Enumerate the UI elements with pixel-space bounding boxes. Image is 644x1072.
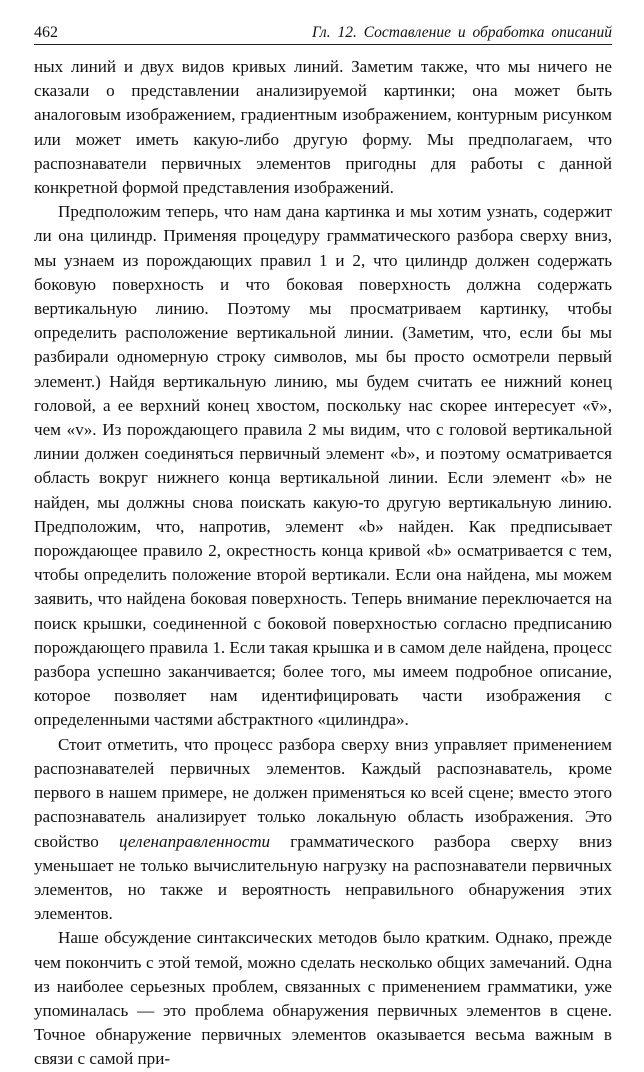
page-header xyxy=(34,22,612,45)
paragraph-2: Предположим теперь, что нам дана картинка и мы хотим узнать, содержит ли она цилиндр. Применяя процедуру грамматического разбора сверху вниз, мы узнаем из порождающих правил 1 и 2, что цилиндр должен содержать боковую поверхность и что боковая поверхность должна содержать вертикальную линию. Поэтому мы просматриваем картинку, чтобы определить расположение вертикальной линии. (Заметим, что, если бы мы разбирали одномерную строку символов, мы бы просто осмотрели первый элемент.) Найдя вертикальную линию, мы будем считать ее нижний конец головой, а ее верхний конец хвостом, поскольку нас скорее интересует «v̄», чем «v». Из порождающего правила 2 мы видим, что с головой вертикальной линии должен соединяться первичный элемент «b», и поэтому осматривается область вокруг нижнего конца вертикальной линии. Если элемент «b» не найден, мы должны снова поискать какую-то другую вертикальную линию. Предположим, что, напротив, элемент «b» найден. Как предписывает порождающее правило 2, окрестность конца кривой «b» осматривается с тем, чтобы определить положение второй вертикали. Если она найдена, мы можем заявить, что найдена боковая поверхность. Теперь внимание переключается на поиск крышки, соединенной с боковой поверхностью согласно предписанию порождающего правила 1. Если такая крышка и в самом деле найдена, процесс разбора успешно заканчивается; более того, мы имеем подробное описание, которое позволяет нам идентифицировать части изображения с определенными частями абстрактного «цилиндра». xyxy=(34,202,612,730)
paragraph-4: Наше обсуждение синтаксических методов было кратким. Однако, прежде чем покончить с этой темой, можно сделать несколько общих замечаний. Одна из наиболее серьезных проблем, связанных с применением грамматики, уже упоминалась — это проблема обнаружения первичных элементов в сцене. Точное обнаружение первичных элементов оказывается весьма важным в связи с самой при- xyxy=(34,928,612,1069)
book-page xyxy=(34,22,612,1072)
paragraph-1: ных линий и двух видов кривых линий. Заметим также, что мы ничего не сказали о представлении анализируемой картинки; она может быть аналоговым изображением, градиентным изображением, контурным рисунком или может иметь какую-либо другую форму. Мы предполагаем, что распознаватели первичных элементов пригодны для работы с данной конкретной формой представления изображений. xyxy=(34,57,612,198)
running-title: Гл. 12. Составление и обработка описаний xyxy=(311,24,612,41)
paragraph-3 xyxy=(34,733,612,927)
paragraph-3-text-after: грамматического разбора сверху вниз уменьшает не только вычислительную нагрузку на распознаватели первичных элементов, но также и вероятность неправильного обнаружения этих элементов. xyxy=(34,831,612,924)
emphasis-term: целенаправленности xyxy=(118,831,271,851)
page-number: 462 xyxy=(34,24,58,41)
paragraph-3-text-before: Стоит отметить, что процесс разбора сверху вниз управляет применением распознавателей первичных элементов. Каждый распознаватель, кроме первого в нашем примере, не должен применяться ко всей сцене; вместо этого распознаватель анализирует только локальную область изображения. Это свойство xyxy=(34,734,612,851)
